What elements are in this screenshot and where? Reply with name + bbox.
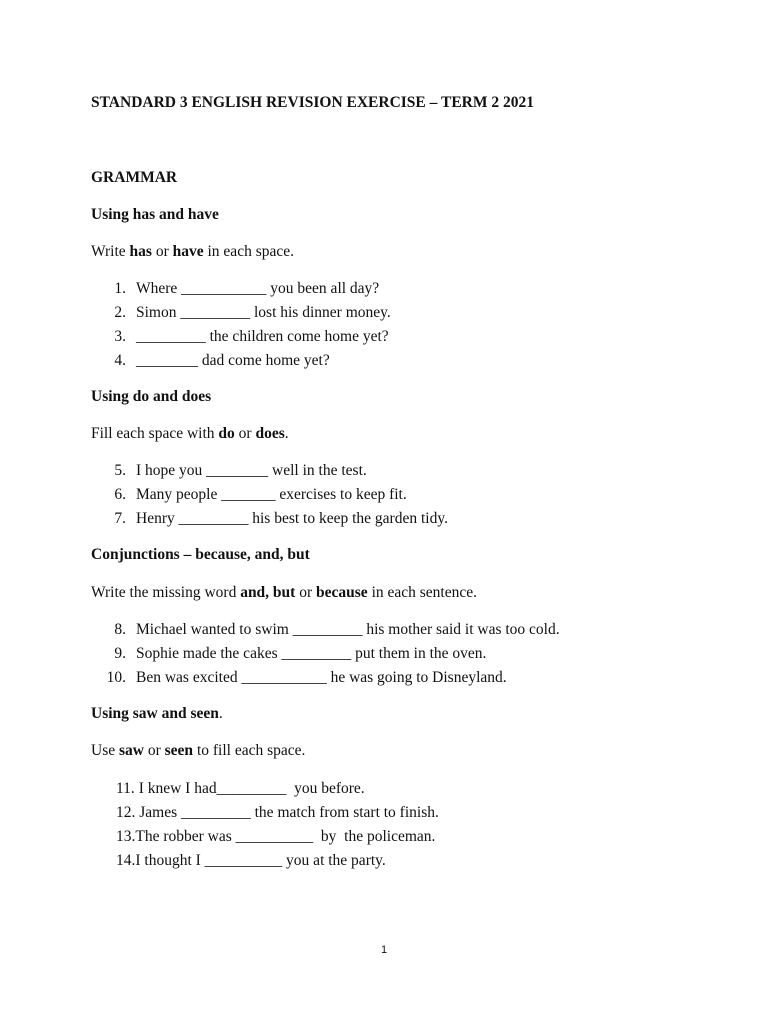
exercise-item: The robber was __________ by the policeman. <box>135 828 436 845</box>
instruction-keyword: and, but <box>240 584 296 601</box>
instruction-keyword: seen <box>164 742 194 759</box>
exercise-item-13 <box>116 829 435 845</box>
section-heading-conjunctions: Conjunctions – because, and, but <box>91 546 310 563</box>
item-number: 14. <box>116 852 136 869</box>
item-number: 1. <box>114 280 126 297</box>
instruction-text: in each space. <box>203 243 294 260</box>
item-number: 9. <box>114 645 126 662</box>
page-number: 1 <box>380 944 388 956</box>
instruction-text: Fill each space with <box>91 425 219 442</box>
exercise-item: James _________ the match from start to finish. <box>139 804 439 821</box>
item-number: 13. <box>116 828 136 845</box>
item-number: 5. <box>114 462 126 479</box>
item-number: 8. <box>114 621 126 638</box>
instruction-keyword: because <box>316 584 368 601</box>
instruction-keyword: saw <box>118 742 144 759</box>
item-number: 6. <box>114 486 126 503</box>
instruction-text: . <box>284 425 289 442</box>
instruction-text: Use <box>91 742 119 759</box>
instruction-do-does <box>91 426 289 442</box>
section-heading-suffix: . <box>218 705 223 722</box>
item-number: 12. <box>116 804 136 821</box>
instruction-saw-seen <box>91 743 305 759</box>
exercise-item: I hope you ________ well in the test. <box>136 462 367 479</box>
section-heading-text: Using saw and seen <box>91 705 219 722</box>
exercise-item: Michael wanted to swim _________ his mother said it was too cold. <box>136 621 560 638</box>
instruction-conjunctions <box>91 585 477 601</box>
section-heading-do-does: Using do and does <box>91 388 212 405</box>
item-number: 7. <box>114 510 126 527</box>
exercise-item: I knew I had_________ you before. <box>138 780 365 797</box>
exercise-item-12 <box>116 805 439 821</box>
instruction-text: or <box>151 243 173 260</box>
instruction-text: or <box>234 425 256 442</box>
exercise-item: Where ___________ you been all day? <box>136 280 380 297</box>
item-number: 11. <box>116 780 135 797</box>
grammar-heading: GRAMMAR <box>91 169 178 186</box>
exercise-item-14 <box>116 853 386 869</box>
instruction-text: Write <box>91 243 130 260</box>
instruction-keyword: has <box>129 243 152 260</box>
item-number: 10. <box>106 669 126 686</box>
exercise-item: Many people _______ exercises to keep fit. <box>136 486 407 503</box>
item-number: 4. <box>114 352 126 369</box>
instruction-keyword: does <box>255 425 285 442</box>
exercise-item: Ben was excited ___________ he was going to Disneyland. <box>136 669 507 686</box>
exercise-item: _________ the children come home yet? <box>136 328 389 345</box>
instruction-has-have <box>91 244 294 260</box>
instruction-keyword: do <box>218 425 235 442</box>
document-title: STANDARD 3 ENGLISH REVISION EXERCISE – TERM 2 2021 <box>91 94 534 111</box>
item-number: 2. <box>114 304 126 321</box>
instruction-text: Write the missing word <box>91 584 241 601</box>
exercise-item-11 <box>116 781 365 797</box>
instruction-keyword: have <box>172 243 204 260</box>
section-heading-has-have: Using has and have <box>91 206 219 223</box>
instruction-text: or <box>143 742 165 759</box>
exercise-item: I thought I __________ you at the party. <box>135 852 386 869</box>
exercise-item: Simon _________ lost his dinner money. <box>136 304 391 321</box>
instruction-text: in each sentence. <box>367 584 477 601</box>
exercise-item: Sophie made the cakes _________ put them in the oven. <box>136 645 487 662</box>
instruction-text: or <box>295 584 317 601</box>
exercise-item: ________ dad come home yet? <box>136 352 330 369</box>
section-heading-saw-seen <box>91 706 223 722</box>
exercise-item: Henry _________ his best to keep the garden tidy. <box>136 510 448 527</box>
instruction-text: to fill each space. <box>193 742 306 759</box>
item-number: 3. <box>114 328 126 345</box>
